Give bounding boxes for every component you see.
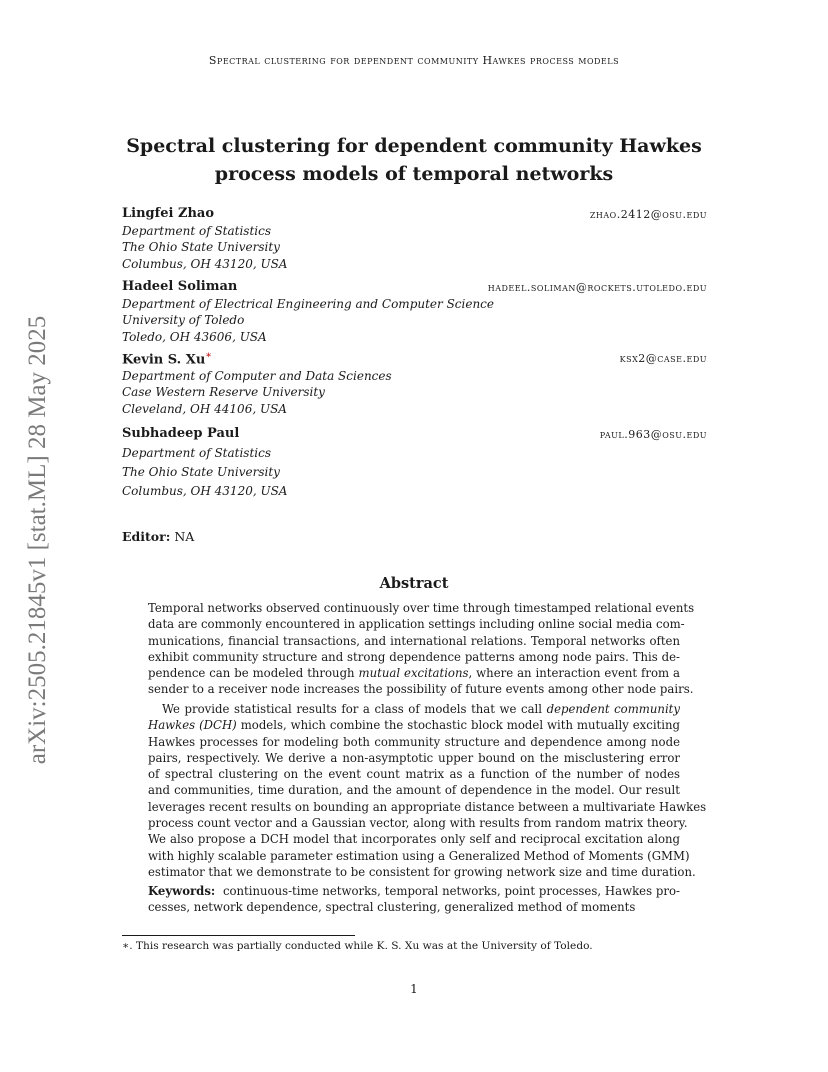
affiliation-line: Case Western Reserve University <box>122 385 325 400</box>
text-run: , where an interaction event from a <box>468 666 680 681</box>
affiliation-line: The Ohio State University <box>122 240 280 255</box>
affiliation-line: The Ohio State University <box>122 465 280 479</box>
title-line-1: Spectral clustering for dependent community Hawkes <box>126 135 702 157</box>
abstract-line: pairs, respectively. We derive a non-asymptotic upper bound on the misclustering error <box>148 750 680 765</box>
affiliation-line: Department of Computer and Data Sciences <box>122 369 392 383</box>
abstract-line <box>148 665 680 681</box>
author-affiliation <box>122 296 494 345</box>
abstract-line: Temporal networks observed continuously over time through timestamped relational events <box>148 601 695 615</box>
affiliation-line: Columbus, OH 43120, USA <box>122 256 288 271</box>
author-affiliation <box>122 223 287 272</box>
text-run: models, which combine the stochastic block model with mutually exciting <box>236 718 680 733</box>
text-run: continuous-time networks, temporal networks, point processes, Hawkes pro- <box>222 884 680 898</box>
affiliation-line: Department of Electrical Engineering and Computer Science <box>122 297 495 311</box>
editor-line <box>122 529 194 544</box>
text-run: We provide statistical results for a class of models that we call <box>162 702 547 716</box>
running-header: Spectral clustering for dependent community Hawkes process models <box>208 54 620 67</box>
author-name-text: Kevin S. Xu <box>122 352 206 368</box>
abstract-line: sender to a receiver node increases the possibility of future events among other node pairs. <box>148 682 694 697</box>
keywords-block <box>148 883 680 916</box>
author-name: Lingfei Zhao <box>122 206 214 221</box>
abstract-line: process count vector and a Gaussian vector, along with results from random matrix theory. <box>148 816 688 831</box>
author-email[interactable]: paul.963@osu.edu <box>599 428 707 441</box>
text-run: pendence can be modeled through <box>148 666 359 681</box>
abstract-line: of spectral clustering on the event count matrix as a function of the number of nodes <box>148 767 680 782</box>
author-name: Hadeel Soliman <box>122 279 238 294</box>
affiliation-line: Department of Statistics <box>122 224 271 238</box>
abstract-heading: Abstract <box>379 575 449 592</box>
affiliation-line: Cleveland, OH 44106, USA <box>122 401 287 416</box>
keywords-line: cesses, network dependence, spectral clustering, generalized method of moments <box>148 900 636 915</box>
affiliation-line: Toledo, OH 43606, USA <box>122 329 267 344</box>
footnote-rule <box>122 935 355 936</box>
editor-value: NA <box>174 529 195 544</box>
abstract-line: and communities, time duration, and the amount of dependence in the model. Our result <box>148 783 680 798</box>
abstract-paragraph-2 <box>148 701 707 880</box>
abstract-paragraph-1 <box>148 600 695 698</box>
editor-label: Editor: <box>122 529 171 544</box>
abstract-line: Hawkes processes for modeling both community structure and dependence among node <box>148 734 680 749</box>
affiliation-line: University of Toledo <box>122 313 245 328</box>
abstract-line: exhibit community structure and strong dependence patterns among node pairs. This de- <box>148 649 680 664</box>
abstract-line: data are commonly encountered in application settings including online social media com- <box>148 617 685 632</box>
author-email[interactable]: hadeel.soliman@rockets.utoledo.edu <box>487 281 707 294</box>
affiliation-line: Department of Statistics <box>122 446 271 460</box>
footnote: ∗. This research was partially conducted while K. S. Xu was at the University of Toledo. <box>122 940 593 952</box>
author-name <box>122 350 212 367</box>
keywords-line <box>148 883 680 899</box>
emphasis-run: Hawkes (DCH) <box>148 718 237 733</box>
author-email[interactable]: ksx2@case.edu <box>619 352 707 365</box>
arxiv-identifier-stamp: arXiv:2505.21845v1 [stat.ML] 28 May 2025 <box>24 315 51 765</box>
abstract-line: leverages recent results on bounding an appropriate distance between a multivariate Hawkes <box>148 799 707 814</box>
abstract-line <box>148 701 680 717</box>
author-name: Subhadeep Paul <box>122 426 240 441</box>
emphasis-run: mutual excitations <box>358 666 469 681</box>
abstract-line <box>148 717 680 733</box>
abstract-line: We also propose a DCH model that incorporates only self and reciprocal excitation along <box>148 832 680 847</box>
abstract-line: estimator that we demonstrate to be consistent for growing network size and time duration. <box>148 864 696 879</box>
affiliation-line: Columbus, OH 43120, USA <box>122 484 288 498</box>
paper-title <box>120 132 708 188</box>
author-email[interactable]: zhao.2412@osu.edu <box>589 208 707 221</box>
abstract-line: with highly scalable parameter estimation using a Generalized Method of Moments (GMM) <box>148 848 690 863</box>
title-line-2: process models of temporal networks <box>214 163 614 185</box>
abstract-line: munications, financial transactions, and international relations. Temporal networks often <box>148 633 680 648</box>
page-number: 1 <box>410 982 418 996</box>
author-affiliation <box>122 444 287 501</box>
keywords-label: Keywords: <box>148 884 216 898</box>
emphasis-run: dependent community <box>546 702 680 716</box>
author-affiliation <box>122 368 392 417</box>
footnote-marker[interactable]: ∗ <box>205 350 213 361</box>
